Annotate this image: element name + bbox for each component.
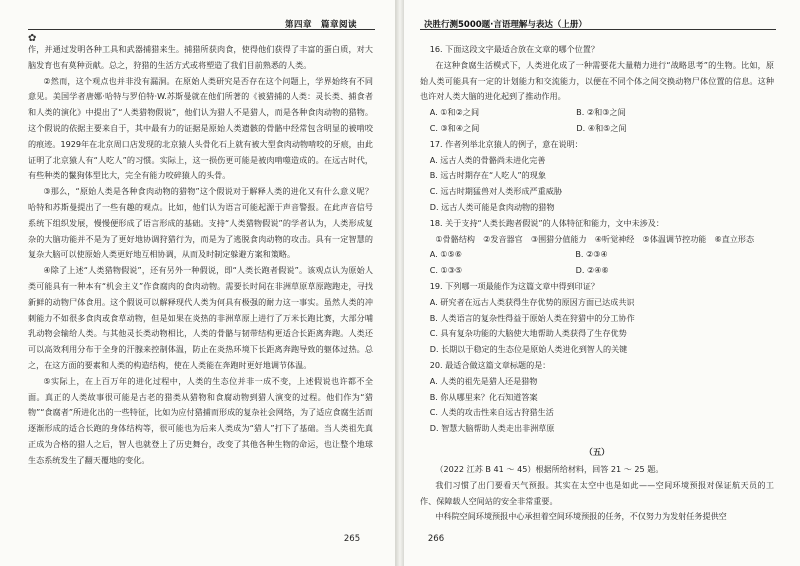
question-16-stem: 16. 下面这段文字最适合放在文章的哪个位置？ (429, 44, 599, 54)
question-20-option-a: A. 人类的祖先是猎人还是猎物 (429, 375, 538, 386)
left-body-text (28, 42, 373, 469)
question-17-option-d: D. 远古人类可能是食肉动物的猎物 (429, 201, 555, 212)
question-19-option-b: B. 人类语言的复杂性得益于原始人类在狩猎中的分工协作 (429, 312, 635, 323)
left-paragraph-continued: 作，并通过发明各种工具和武器捕猎来生。捕猎所获肉食，使得他们获得了丰富的蛋白质，对大脑发育也有莫种贡献。总之，狩猎的生活方式或将塑造了我们目前熟悉的人类。 (28, 44, 373, 70)
right-page-number: 266 (427, 534, 445, 544)
left-header-rule (28, 29, 375, 30)
chapter-title: 第四章 篇章阅读 (284, 20, 357, 30)
right-header-rule (420, 29, 776, 30)
left-paragraph-4: ④除了上述“人类猎物假说”，还有另外一种假说，即“人类长跑者假说”。该观点认为原始人类可能具有一种本有“机会主义”作食腐肉的食肉动物。需要长时间在非洲草原草原跑跑走，寻找新鲜的动物尸体食用。这个假说可以解释现代人类为何具有极强的耐力这一事实。虽然人类的冲刺能力不如很多食肉或食草动物，但是如果在炎热的非洲草原上进行了万米长跑比赛，大部分哺乳动物会输给人类。与其他灵长类动物相比，人类的骨骼与韧带结构更适合长距离奔跑。人类还可以高效利用分布于全身的汗腺来控制体温，防止在炎热环境下长距离奔跑导致的躯体过热。总之，在这方面的要素和人类的构造结构，使在人类能在奔跑时更好地调节体温。 (28, 265, 373, 370)
question-16-passage: 在这种食腐生活模式下，人类进化成了一种需要花大量精力进行“战略思考”的生物。比如，原始人类可能具有一定的计划能力和交流能力，以便在不同个体之间交换动物尸体位置的信息。这种也许对人类大脑的进化起到了推动作用。 (420, 59, 774, 102)
left-paragraph-2: ②然而，这个观点也并非没有漏洞。在原始人类研究是否存在这个问题上，学界始终有不同意见。美国学者唐娜·哈特与罗伯特·W.苏斯曼就在他们所著的《被猎捕的人类：灵长类、捕食者和人类的演化》中提出了“人类猎物假说”，他们认为猎人不是猎人，而是各种食肉动物的猎物。这个假说的依据主要来自于，其中最有力的证据是原始人类遗骸的骨骼中经常包含明显的被啃咬的痕迹。1929年在北京周口店发现的北京猿人头骨化石上就有被大型食肉动物啃咬的牙痕，由此证明了北京猿人有“人吃人”的习惯。实际上，这一损伤更可能是被肉啃噬造成的。在远古时代，有些种类的鬣狗体型比大，完全有能力咬碎猿人的头骨。 (28, 75, 373, 181)
question-20-option-c: C. 人类的攻击性来自远古狩猎生活 (429, 407, 554, 418)
question-18-items: ①骨骼结构 ②发音器官 ③围猎分值能力 ④听觉神经 ⑤体温调节控功能 ⑥直立形态 (435, 233, 755, 244)
question-19-option-c: C. 具有复杂功能的大脑使大地帮助人类获得了生存优势 (429, 328, 627, 339)
left-paragraph-5: ⑤实际上，在上百万年的进化过程中，人类的生态位并非一成不变，上述假说也许都不全面。真正的人类故事很可能是古老的猎类从猎物和食腐动物到猎人演变的过程。他们作为“猎物”“食腐者”所进化出的一些特征，比如为应付猎捕而形成的复杂社会网络，为了适应食腐生活而逐渐形成的适合长跑的身体结构等，很可能也为后来人类成为“猎人”打下了基础。当人类祖先真正成为合格的猎人之后，智人也就登上了历史舞台，改变了其他各种生物的命运，也让整个地球生态系统发生了翻天覆地的变化。 (28, 375, 373, 465)
question-19-option-d: D. 长期以于稳定的生态位是原始人类进化到智人的关键 (429, 344, 628, 355)
question-20-option-d: D. 智慧大脑帮助人类走出非洲草原 (429, 423, 555, 434)
question-16-options-ab: A. ①和②之间 B. ②和③之间 (429, 107, 626, 118)
question-20-stem: 20. 最适合做这篇文章标题的是： (429, 359, 551, 370)
left-page (0, 0, 396, 566)
question-16-options-cd: C. ③和④之间 D. ④和⑤之间 (429, 122, 627, 133)
question-20-option-b: B. 你从哪里来？化石知道答案 (429, 391, 538, 402)
question-17-option-b: B. 远古时期存在“人吃人”的现象 (429, 170, 546, 181)
left-paragraph-3: ③那么，“原始人类是各种食肉动物的猎物”这个假说对于解释人类的进化又有什么意义呢？哈特和苏斯曼提出了一些有趣的观点。比如，他们认为语言可能起源于声音警报。在此声音信号系统下组织发展，慢慢便形成了语言形成的基础。支持“人类猎物假说”的学者认为，人类形成复杂的大脑功能并不是为了更好地协调狩猎行为，而是为了逃脱食肉动物的攻击。具有一定智慧的复杂大脑可以使原始人类更好地互相协调，从而及时制定躲避方案和策略。 (28, 186, 373, 260)
right-page (404, 0, 800, 566)
left-page-number: 265 (343, 534, 361, 544)
question-17-stem: 17. 作者列举北京猿人的例子，意在说明： (429, 138, 583, 149)
question-19-stem: 19. 下列哪一项最能作为这篇文章中得到印证？ (429, 280, 599, 291)
question-17-option-c: C. 远古时期猛兽对人类形成严重威胁 (429, 186, 562, 197)
section-five-paragraph-2: 中科院空间环境预报中心承担着空间环境预报的任务，不仅努力为发射任务提供空 (435, 511, 727, 522)
question-18-stem: 18. 关于支持“人类长跑者假说”的人体特征和能力，文中未涉及： (429, 217, 664, 228)
question-18-options-cd: C. ①③⑤ D. ②④⑥ (429, 265, 609, 276)
section-five-source: （2022 江苏 B 41 ～ 45）根据所给材料，回答 21 ～ 25 题。 (435, 463, 664, 474)
section-five-paragraph-1: 我们习惯了出门要看天气预报。其实在太空中也是如此——空间环境预报对保证航天员的工作、保障载人空间站的安全非常重要。 (420, 479, 774, 506)
flower-ornament-icon: ✿ (28, 33, 37, 44)
question-17-option-a: A. 远古人类的骨骼尚未进化完善 (429, 154, 546, 165)
book-gutter (396, 0, 404, 566)
section-five-title: （五） (584, 446, 610, 457)
question-18-options-ab: A. ①⑤⑥ B. ②③④ (429, 249, 608, 260)
book-title: 决胜行测5000题·言语理解与表达（上册） (424, 20, 587, 30)
right-body-text (420, 42, 774, 525)
question-19-option-a: A. 研究者在远古人类获得生存优势的原因方面已达成共识 (429, 296, 635, 307)
